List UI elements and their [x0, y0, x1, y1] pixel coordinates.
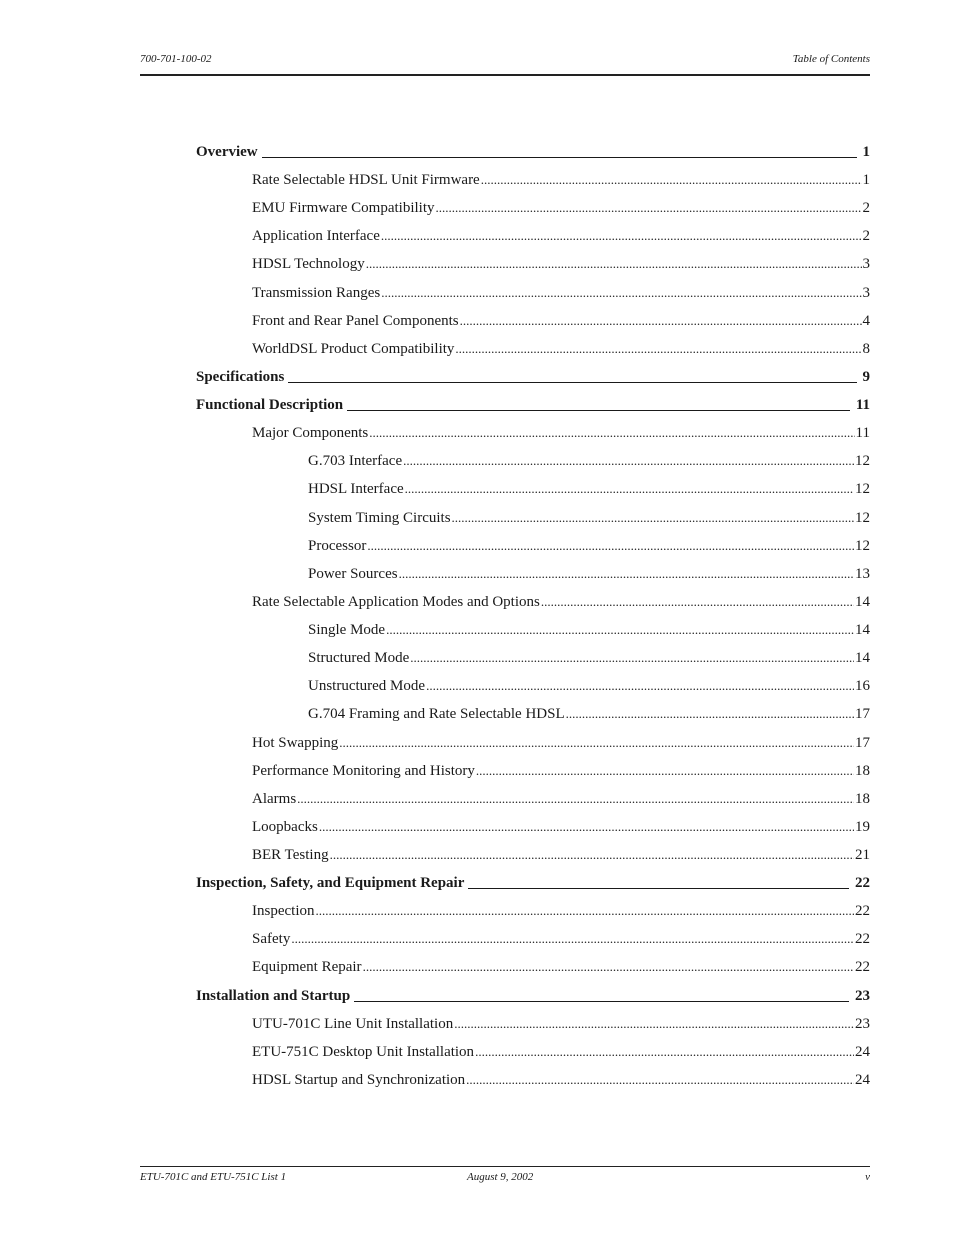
- toc-entry-page: 12: [855, 453, 870, 470]
- toc-entry[interactable]: [308, 704, 870, 724]
- toc-entry-title: EMU Firmware Compatibility: [252, 200, 435, 217]
- toc-entry[interactable]: [308, 648, 870, 668]
- toc-entry-title: Transmission Ranges: [252, 284, 381, 301]
- toc-entry-page: 23: [855, 987, 870, 1004]
- toc-entry-title: HDSL Interface: [308, 481, 404, 498]
- toc-entry-page: 24: [855, 1071, 870, 1088]
- toc-leader: [460, 311, 862, 331]
- toc-entry-page: 18: [855, 790, 870, 807]
- toc-entry[interactable]: [252, 901, 870, 921]
- toc-leader: [454, 1014, 854, 1034]
- toc-leader: [381, 283, 861, 303]
- toc-entry[interactable]: [252, 957, 870, 977]
- toc-leader: [363, 957, 854, 977]
- toc-entry[interactable]: [252, 283, 870, 303]
- toc-entry-title: Overview: [196, 144, 258, 160]
- toc-entry-page: 11: [855, 425, 870, 442]
- toc-leader: [466, 1070, 854, 1090]
- toc-leader: [386, 620, 854, 640]
- toc-leader: [455, 339, 861, 359]
- footer-rule: [140, 1166, 870, 1167]
- toc-entry-inspection-safety[interactable]: [196, 873, 870, 893]
- toc-entry-page: 16: [855, 678, 870, 695]
- toc-entry-title: Inspection, Safety, and Equipment Repair: [196, 875, 465, 892]
- toc-entry-page: 4: [862, 312, 870, 329]
- toc-entry-title: Structured Mode: [308, 650, 410, 667]
- page-number: v: [865, 1171, 870, 1183]
- toc-entry-title: Single Mode: [308, 622, 386, 639]
- toc-entry-title: G.704 Framing and Rate Selectable HDSL: [308, 706, 565, 723]
- toc-entry-page: 2: [862, 200, 870, 217]
- toc-entry-title: HDSL Startup and Synchronization: [252, 1071, 466, 1088]
- section-title: Table of Contents: [792, 53, 870, 65]
- toc-leader: [541, 592, 854, 612]
- toc-leader: [403, 451, 854, 471]
- toc-entry[interactable]: [252, 817, 870, 837]
- toc-entry[interactable]: [252, 845, 870, 865]
- toc-entry-title: HDSL Technology: [252, 256, 365, 273]
- toc-leader: [366, 254, 862, 274]
- toc-entry-page: 3: [862, 256, 870, 273]
- toc-entry[interactable]: [308, 479, 870, 499]
- document-number: 700-701-100-02: [140, 53, 212, 65]
- toc-leader: [381, 226, 862, 246]
- toc-leader: [566, 704, 854, 724]
- toc-entry[interactable]: [308, 620, 870, 640]
- toc-entry-title: Power Sources: [308, 565, 398, 582]
- toc-leader: [476, 761, 854, 781]
- toc-entry-page: 22: [855, 875, 870, 892]
- publication-date: August 9, 2002: [467, 1171, 534, 1183]
- toc-entry-page: 12: [855, 481, 870, 498]
- toc-entry-page: 21: [855, 847, 870, 863]
- toc-leader: [426, 676, 854, 696]
- toc-entry-title: Specifications: [196, 368, 285, 385]
- toc-entry[interactable]: [252, 254, 870, 274]
- toc-leader: [367, 536, 854, 556]
- toc-entry-page: 12: [855, 509, 870, 526]
- toc-entry[interactable]: [252, 198, 870, 218]
- toc-leader: [288, 382, 856, 383]
- toc-entry[interactable]: [252, 311, 870, 331]
- toc-entry-page: 17: [855, 734, 870, 751]
- toc-entry-page: 14: [855, 650, 870, 667]
- product-name: ETU-701C and ETU-751C List 1: [140, 1171, 287, 1183]
- toc-entry[interactable]: [252, 339, 870, 359]
- toc-leader: [435, 198, 861, 218]
- header-rule: [140, 74, 870, 76]
- toc-entry-page: 13: [855, 565, 870, 582]
- toc-leader: [262, 157, 857, 158]
- toc-entry[interactable]: [252, 592, 870, 612]
- toc-leader: [315, 901, 854, 921]
- toc-entry-page: 22: [855, 931, 870, 948]
- page-footer: [140, 1171, 870, 1185]
- toc-entry[interactable]: [308, 536, 870, 556]
- toc-leader: [369, 423, 854, 443]
- toc-leader: [339, 733, 854, 753]
- toc-entry-specifications[interactable]: [196, 367, 870, 387]
- toc-entry-title: Front and Rear Panel Components: [252, 312, 459, 329]
- toc-entry[interactable]: [252, 226, 870, 246]
- toc-entry-page: 3: [862, 284, 870, 301]
- toc-leader: [291, 929, 854, 949]
- toc-entry-page: 19: [855, 818, 870, 835]
- toc-leader: [297, 789, 854, 809]
- toc-entry[interactable]: [252, 929, 870, 949]
- page-header: [140, 53, 870, 67]
- toc-entry[interactable]: [308, 508, 870, 528]
- toc-entry-page: 14: [855, 593, 870, 610]
- toc-entry-title: Hot Swapping: [252, 734, 339, 751]
- toc-entry-overview[interactable]: [196, 142, 870, 162]
- toc-entry-title: ETU-751C Desktop Unit Installation: [252, 1043, 475, 1060]
- toc-entry-page: 22: [855, 903, 870, 920]
- toc-entry-title: Loopbacks: [252, 818, 318, 835]
- toc-entry-title: G.703 Interface: [308, 453, 403, 470]
- toc-entry-title: Application Interface: [252, 228, 380, 245]
- toc-entry[interactable]: [252, 1014, 870, 1034]
- toc-entry-page: 8: [862, 340, 870, 357]
- toc-entry-page: 17: [855, 706, 870, 723]
- toc-leader: [330, 845, 854, 865]
- toc-entry[interactable]: [252, 733, 870, 753]
- toc-entry-functional-description[interactable]: [196, 395, 870, 415]
- toc-entry-page: 1: [862, 172, 870, 189]
- toc-entry-title: Alarms: [252, 790, 297, 807]
- toc-leader: [399, 564, 854, 584]
- toc-entry-page: 11: [855, 397, 870, 414]
- toc-entry-title: Performance Monitoring and History: [252, 762, 475, 779]
- toc-entry-page: 12: [855, 537, 870, 554]
- toc-entry-title: Safety: [252, 931, 291, 948]
- toc-entry[interactable]: [252, 1042, 870, 1062]
- toc-entry-installation-startup[interactable]: [196, 986, 870, 1006]
- toc-entry-page: 1: [862, 144, 870, 160]
- toc-leader: [319, 817, 854, 837]
- toc-entry-title: Inspection: [252, 903, 315, 920]
- toc-entry-page: 2: [862, 228, 870, 245]
- toc-entry-title: Rate Selectable HDSL Unit Firmware: [252, 172, 480, 189]
- toc-entry[interactable]: [252, 170, 870, 190]
- toc-entry-title: Equipment Repair: [252, 959, 362, 976]
- toc-entry[interactable]: [308, 676, 870, 696]
- toc-leader: [475, 1042, 854, 1062]
- toc-entry[interactable]: [252, 1070, 870, 1090]
- toc-entry-title: Unstructured Mode: [308, 678, 426, 695]
- toc-leader: [405, 479, 854, 499]
- toc-entry-title: UTU-701C Line Unit Installation: [252, 1015, 454, 1032]
- toc-entry[interactable]: [252, 423, 870, 443]
- toc-leader: [354, 1001, 849, 1002]
- toc-entry-title: Rate Selectable Application Modes and Options: [252, 593, 540, 610]
- toc-entry-title: Major Components: [252, 425, 369, 442]
- toc-entry-title: Installation and Startup: [196, 987, 351, 1004]
- toc-entry-page: 14: [855, 622, 870, 639]
- toc-entry[interactable]: [252, 789, 870, 809]
- toc-entry-page: 9: [862, 368, 870, 385]
- toc-entry-page: 18: [855, 762, 870, 779]
- toc-entry-title: Functional Description: [196, 397, 344, 414]
- toc-entry[interactable]: [308, 451, 870, 471]
- toc-leader: [481, 170, 862, 190]
- toc-entry-title: System Timing Circuits: [308, 509, 451, 526]
- toc-entry-title: Processor: [308, 537, 367, 554]
- toc-leader: [468, 888, 849, 889]
- toc-entry-page: 23: [855, 1015, 870, 1032]
- toc-entry-title: WorldDSL Product Compatibility: [252, 340, 455, 357]
- toc-leader: [410, 648, 854, 668]
- toc-entry-title: BER Testing: [252, 847, 329, 863]
- toc-entry[interactable]: [308, 564, 870, 584]
- toc-leader: [452, 508, 854, 528]
- toc-entry[interactable]: [252, 761, 870, 781]
- toc-leader: [347, 410, 850, 411]
- toc-entry-page: 22: [855, 959, 870, 976]
- toc-entry-page: 24: [855, 1043, 870, 1060]
